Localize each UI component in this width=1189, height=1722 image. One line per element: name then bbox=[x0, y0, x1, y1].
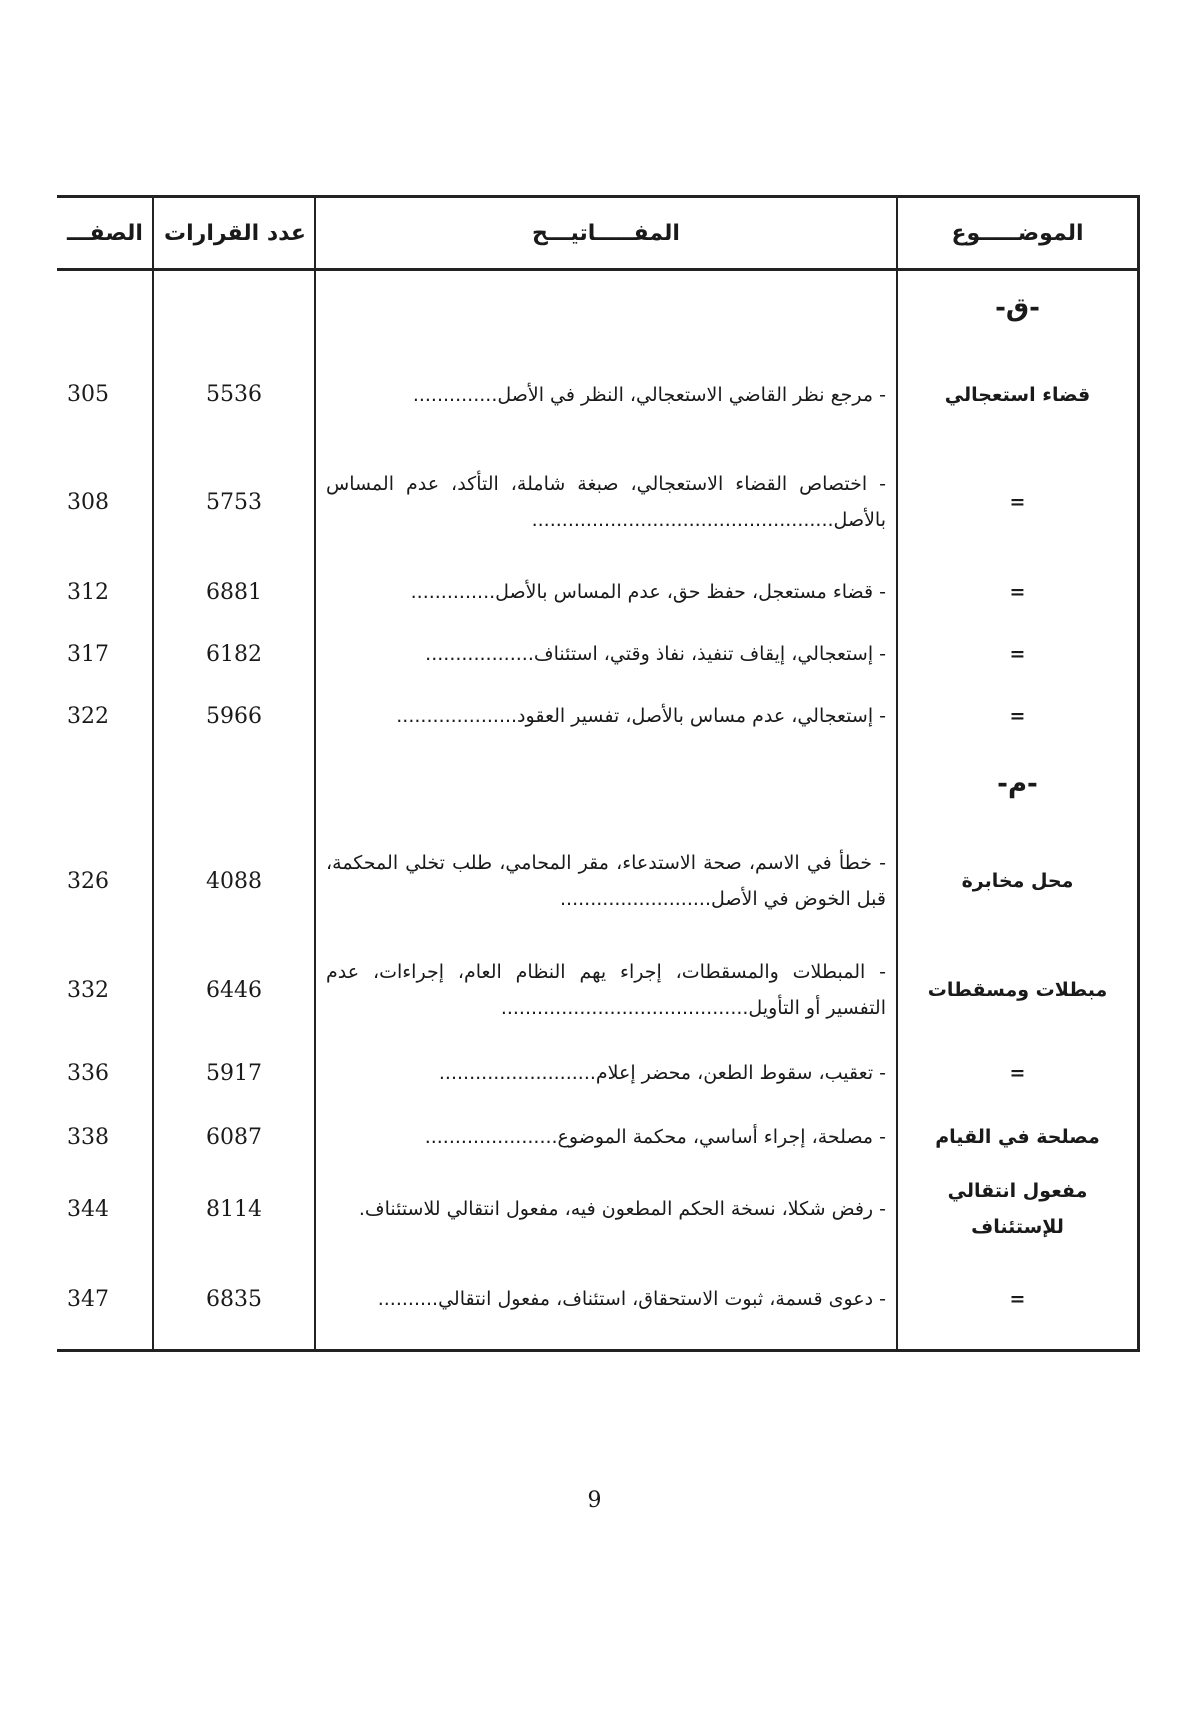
topic-cell: محل مخابرة bbox=[897, 822, 1139, 940]
table-row bbox=[57, 1106, 1139, 1168]
table-row bbox=[57, 822, 1139, 940]
page-cell: 322 bbox=[57, 685, 153, 747]
page-cell: 338 bbox=[57, 1106, 153, 1168]
topic-cell: = bbox=[897, 561, 1139, 623]
decision-cell bbox=[153, 747, 315, 822]
header-page: الصفـــ bbox=[57, 197, 153, 270]
keywords-cell: - إستعجالي، إيقاف تنفيذ، نفاذ وقتي، استئناف.................. bbox=[315, 623, 897, 685]
table-row bbox=[57, 1040, 1139, 1106]
letter-row bbox=[57, 747, 1139, 822]
decision-cell: 6182 bbox=[153, 623, 315, 685]
topic-cell: = bbox=[897, 443, 1139, 561]
page-cell: 344 bbox=[57, 1168, 153, 1250]
decision-cell: 4088 bbox=[153, 822, 315, 940]
header-row bbox=[57, 197, 1139, 270]
table-row bbox=[57, 623, 1139, 685]
keywords-cell: - دعوى قسمة، ثبوت الاستحقاق، استئناف، مفعول انتقالي.......... bbox=[315, 1250, 897, 1350]
decision-cell bbox=[153, 270, 315, 347]
keywords-cell: - مصلحة، إجراء أساسي، محكمة الموضوع...................... bbox=[315, 1106, 897, 1168]
keywords-cell: - تعقيب، سقوط الطعن، محضر إعلام.......................... bbox=[315, 1040, 897, 1106]
section-letter-text: -م- bbox=[997, 768, 1038, 799]
page-cell bbox=[57, 270, 153, 347]
page-number: 9 bbox=[587, 1488, 602, 1513]
page-cell: 305 bbox=[57, 346, 153, 443]
table-row bbox=[57, 561, 1139, 623]
decision-cell: 8114 bbox=[153, 1168, 315, 1250]
table-row bbox=[57, 1168, 1139, 1250]
topic-cell: = bbox=[897, 685, 1139, 747]
section-letter bbox=[897, 270, 1139, 347]
decision-cell: 6087 bbox=[153, 1106, 315, 1168]
page-cell: 332 bbox=[57, 940, 153, 1040]
table-row bbox=[57, 940, 1139, 1040]
letter-row bbox=[57, 270, 1139, 347]
table-row bbox=[57, 346, 1139, 443]
keywords-cell bbox=[315, 270, 897, 347]
topic-cell: = bbox=[897, 1250, 1139, 1350]
table-row bbox=[57, 1250, 1139, 1350]
keywords-cell: - المبطلات والمسقطات، إجراء يهم النظام العام، إجراءات، عدم التفسير أو التأويل......................................... bbox=[315, 940, 897, 1040]
page-cell bbox=[57, 747, 153, 822]
topic-cell: مصلحة في القيام bbox=[897, 1106, 1139, 1168]
topic-cell: قضاء استعجالي bbox=[897, 346, 1139, 443]
page-cell: 336 bbox=[57, 1040, 153, 1106]
decision-cell: 5917 bbox=[153, 1040, 315, 1106]
page-cell: 308 bbox=[57, 443, 153, 561]
page-cell: 347 bbox=[57, 1250, 153, 1350]
section-letter bbox=[897, 747, 1139, 822]
topic-cell: مبطلات ومسقطات bbox=[897, 940, 1139, 1040]
decision-cell: 5536 bbox=[153, 346, 315, 443]
table-row bbox=[57, 443, 1139, 561]
table-row bbox=[57, 685, 1139, 747]
index-table bbox=[57, 195, 1140, 1352]
decision-cell: 6446 bbox=[153, 940, 315, 1040]
keywords-cell: - رفض شكلا، نسخة الحكم المطعون فيه، مفعول انتقالي للاستئناف. bbox=[315, 1168, 897, 1250]
page-cell: 326 bbox=[57, 822, 153, 940]
page-cell: 317 bbox=[57, 623, 153, 685]
decision-cell: 5966 bbox=[153, 685, 315, 747]
table-body bbox=[57, 270, 1139, 1351]
decision-cell: 5753 bbox=[153, 443, 315, 561]
topic-cell: = bbox=[897, 623, 1139, 685]
keywords-cell: - اختصاص القضاء الاستعجالي، صبغة شاملة، التأكد، عدم المساس بالأصل.................................................. bbox=[315, 443, 897, 561]
page-cell: 312 bbox=[57, 561, 153, 623]
keywords-cell: - قضاء مستعجل، حفظ حق، عدم المساس بالأصل.............. bbox=[315, 561, 897, 623]
section-letter-text: -ق- bbox=[995, 292, 1040, 323]
topic-cell: مفعول انتقالي للإستئناف bbox=[897, 1168, 1139, 1250]
keywords-cell: - إستعجالي، عدم مساس بالأصل، تفسير العقود.................... bbox=[315, 685, 897, 747]
keywords-cell: - خطأ في الاسم، صحة الاستدعاء، مقر المحامي، طلب تخلي المحكمة، قبل الخوض في الأصل......................... bbox=[315, 822, 897, 940]
keywords-cell bbox=[315, 747, 897, 822]
header-topic: الموضـــــوع bbox=[897, 197, 1139, 270]
topic-cell: = bbox=[897, 1040, 1139, 1106]
header-decisions: عدد القرارات bbox=[153, 197, 315, 270]
header-keywords: المفـــــاتيـــح bbox=[315, 197, 897, 270]
decision-cell: 6835 bbox=[153, 1250, 315, 1350]
keywords-cell: - مرجع نظر القاضي الاستعجالي، النظر في الأصل.............. bbox=[315, 346, 897, 443]
decision-cell: 6881 bbox=[153, 561, 315, 623]
